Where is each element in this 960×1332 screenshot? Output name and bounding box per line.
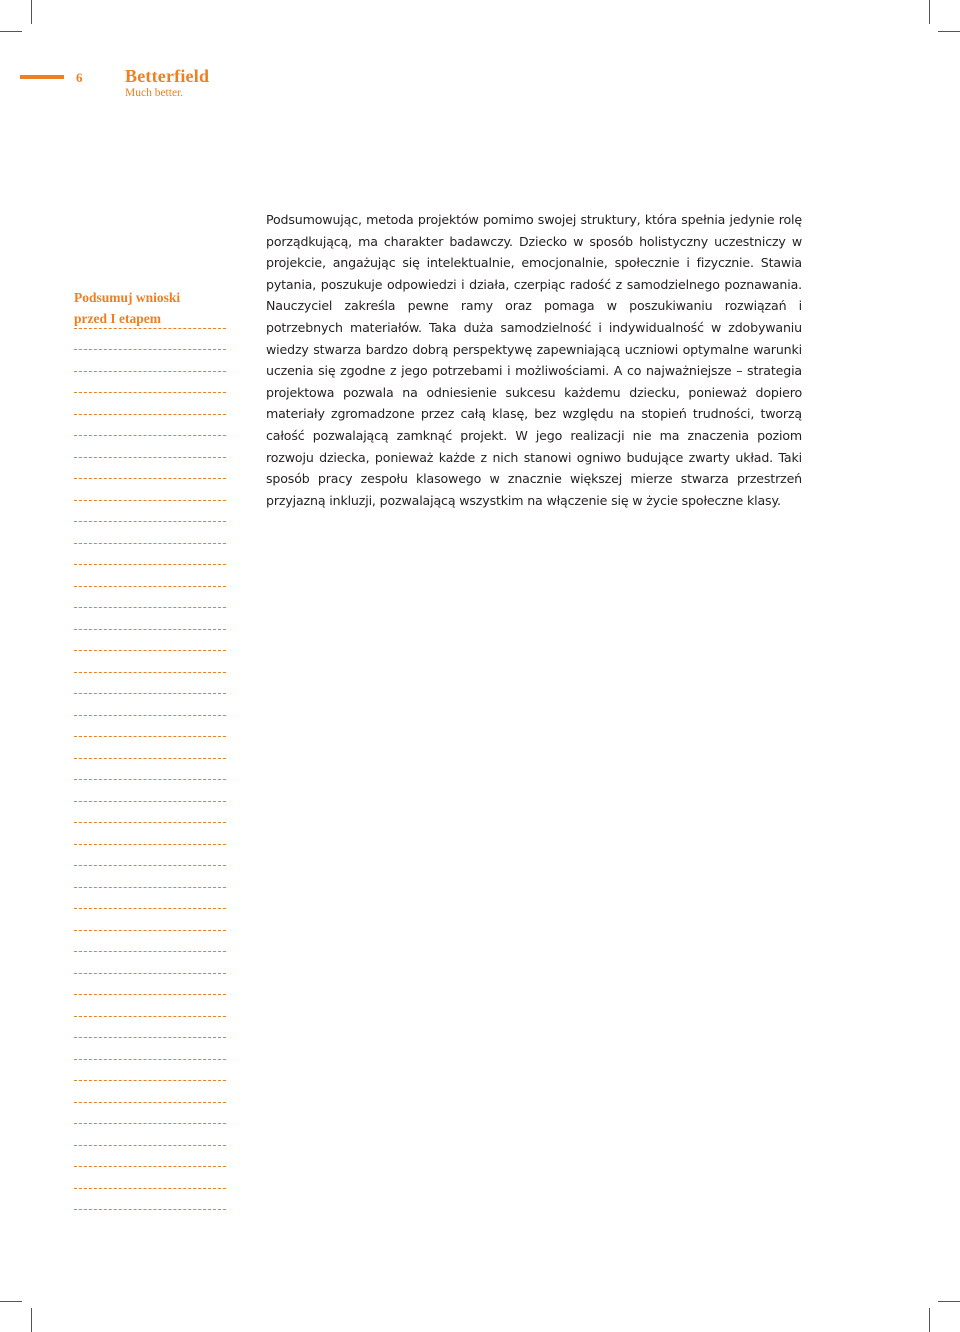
note-line[interactable] xyxy=(74,1038,226,1060)
note-line[interactable] xyxy=(74,307,226,329)
note-line[interactable] xyxy=(74,608,226,630)
note-line[interactable] xyxy=(74,845,226,867)
note-line[interactable] xyxy=(74,737,226,759)
note-line[interactable] xyxy=(74,501,226,523)
note-line[interactable] xyxy=(74,565,226,587)
note-line[interactable] xyxy=(74,952,226,974)
note-line[interactable] xyxy=(74,802,226,824)
crop-mark-top-left-h xyxy=(0,31,22,32)
note-line[interactable] xyxy=(74,1124,226,1146)
notes-heading-line1: Podsumuj wnioski xyxy=(74,290,181,305)
note-line[interactable] xyxy=(74,974,226,996)
note-line[interactable] xyxy=(74,866,226,888)
note-line[interactable] xyxy=(74,458,226,480)
note-line[interactable] xyxy=(74,694,226,716)
note-line[interactable] xyxy=(74,1017,226,1039)
note-line[interactable] xyxy=(74,909,226,931)
note-line[interactable] xyxy=(74,544,226,566)
body-paragraph: Podsumowując, metoda projektów pomimo swojej struktury, która spełnia jedynie rolę porządkującą, ma charakter badawczy. Dziecko w sposób holistyczny uczestniczy w projekcie, angażując się intelektualnie, emocjonalnie, społecznie i fizycznie. Stawia pytania, poszukuje odpowiedzi i działa, czerpiąc radość z samodzielnego poznawania. Nauczyciel zakreśla pewne ramy oraz pomaga w poszukiwaniu rozwiązań i potrzebnych materiałów. Taka duża samodzielność i indywidualność w zdobywaniu wiedzy stwarza bardzo dobrą perspektywę zapewniającą uczniowi optymalne warunki uczenia się zgodne z jego potrzebami i możliwościami. A co najważniejsze – strategia projektowa pozwala na odniesienie sukcesu każdemu dziecku, ponieważ dopiero materiały zgromadzone przez całą klasę, bez względu na stopień trudności, tworzą całość pozwalającą zamknąć projekt. W jego realizacji nie ma znaczenia poziom rozwoju dziecka, ponieważ każde z nich stanowi ogniwo budujące zwarty układ. Taki sposób pracy zespołu klasowego w znacznie większej mierze stwarza przestrzeń przyjazną inkluzji, pozwalającą wszystkim na włączenie się w życie społeczne klasy. xyxy=(266,212,802,508)
note-line[interactable] xyxy=(74,780,226,802)
note-line[interactable] xyxy=(74,415,226,437)
note-line[interactable] xyxy=(74,587,226,609)
note-line[interactable] xyxy=(74,329,226,351)
note-line[interactable] xyxy=(74,651,226,673)
note-line[interactable] xyxy=(74,1146,226,1168)
note-lines[interactable] xyxy=(74,307,226,1210)
note-line[interactable] xyxy=(74,995,226,1017)
note-line[interactable] xyxy=(74,931,226,953)
note-line[interactable] xyxy=(74,479,226,501)
note-line[interactable] xyxy=(74,1060,226,1082)
note-line[interactable] xyxy=(74,1081,226,1103)
crop-mark-bottom-left xyxy=(31,1308,32,1332)
note-line[interactable] xyxy=(74,372,226,394)
note-line[interactable] xyxy=(74,522,226,544)
note-line[interactable] xyxy=(74,350,226,372)
header-accent-bar xyxy=(20,75,64,79)
note-line[interactable] xyxy=(74,1103,226,1125)
crop-mark-top-right-h xyxy=(938,31,960,32)
note-line[interactable] xyxy=(74,673,226,695)
note-line[interactable] xyxy=(74,759,226,781)
crop-mark-top-right xyxy=(929,0,930,24)
note-line[interactable] xyxy=(74,716,226,738)
notes-heading-line2: przed I etapem xyxy=(74,311,161,326)
note-line[interactable] xyxy=(74,436,226,458)
crop-mark-bottom-right-h xyxy=(938,1301,960,1302)
note-line[interactable] xyxy=(74,888,226,910)
brand-tagline: Much better. xyxy=(125,87,184,99)
crop-mark-top-left xyxy=(31,0,32,24)
brand-title: Betterfield xyxy=(125,66,210,86)
page-number: 6 xyxy=(76,70,83,85)
note-line[interactable] xyxy=(74,630,226,652)
notes-column xyxy=(74,287,226,329)
note-line[interactable] xyxy=(74,393,226,415)
note-line[interactable] xyxy=(74,1189,226,1211)
note-line[interactable] xyxy=(74,823,226,845)
crop-mark-bottom-left-h xyxy=(0,1301,22,1302)
crop-mark-bottom-right xyxy=(929,1308,930,1332)
note-line[interactable] xyxy=(74,1167,226,1189)
